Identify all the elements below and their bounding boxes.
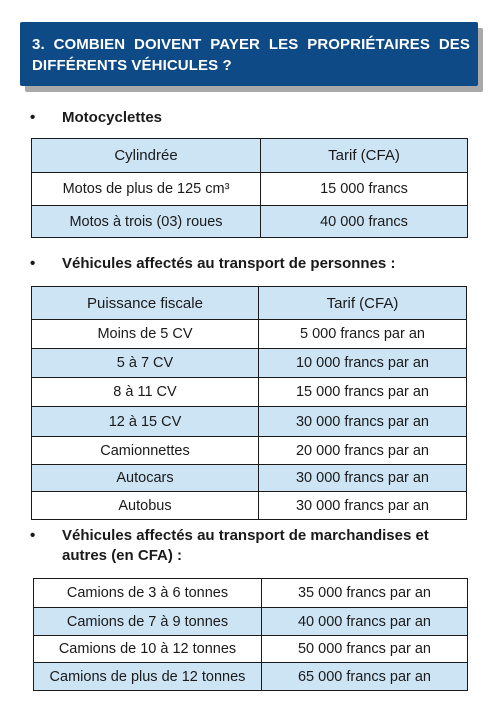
heading-personnes: Véhicules affectés au transport de personnes : — [62, 255, 396, 272]
bullet-icon: • — [30, 527, 36, 544]
column-header: Tarif (CFA) — [261, 139, 468, 173]
table-row — [34, 579, 468, 608]
table-cell: Autobus — [32, 492, 259, 520]
table-marchandises — [33, 578, 468, 691]
table-row — [32, 407, 467, 437]
table-cell: 15 000 francs par an — [259, 378, 467, 407]
table-cell: 10 000 francs par an — [259, 349, 467, 378]
table-row — [34, 608, 468, 636]
table-cell: Camions de 10 à 12 tonnes — [34, 636, 262, 663]
table-row — [32, 173, 468, 206]
table-cell: 5 à 7 CV — [32, 349, 259, 378]
section-title: 3. COMBIEN DOIVENT PAYER LES PROPRIÉTAIRES DES DIFFÉRENTS VÉHICULES ? — [32, 36, 470, 74]
table-cell: 30 000 francs par an — [259, 492, 467, 520]
table-cell: Camions de 3 à 6 tonnes — [34, 579, 262, 608]
bullet-icon: • — [30, 109, 36, 126]
table-row — [34, 636, 468, 663]
table-cell: 30 000 francs par an — [259, 407, 467, 437]
table-header-row — [32, 287, 467, 320]
table-cell: 65 000 francs par an — [262, 663, 468, 691]
column-header: Tarif (CFA) — [259, 287, 467, 320]
table-cell: Camions de plus de 12 tonnes — [34, 663, 262, 691]
heading-motocyclettes: Motocyclettes — [62, 109, 163, 126]
table-row — [34, 663, 468, 691]
table-cell: 8 à 11 CV — [32, 378, 259, 407]
table-cell: 30 000 francs par an — [259, 465, 467, 492]
table-cell: Camions de 7 à 9 tonnes — [34, 608, 262, 636]
table-cell: Moins de 5 CV — [32, 320, 259, 349]
table-row — [32, 206, 468, 238]
table-row — [32, 492, 467, 520]
table-cell: 35 000 francs par an — [262, 579, 468, 608]
table-cell: 5 000 francs par an — [259, 320, 467, 349]
table-cell: 50 000 francs par an — [262, 636, 468, 663]
table-row — [32, 437, 467, 465]
table-row — [32, 349, 467, 378]
table-cell: Motos de plus de 125 cm³ — [32, 173, 261, 206]
table-row — [32, 320, 467, 349]
column-header: Cylindrée — [32, 139, 261, 173]
table-cell: Motos à trois (03) roues — [32, 206, 261, 238]
table-cell: 20 000 francs par an — [259, 437, 467, 465]
table-cell: 40 000 francs — [261, 206, 468, 238]
table-row — [32, 465, 467, 492]
column-header: Puissance fiscale — [32, 287, 259, 320]
table-personnes — [31, 286, 467, 520]
bullet-icon: • — [30, 255, 36, 272]
section-header-banner — [20, 22, 478, 86]
table-motocyclettes — [31, 138, 468, 238]
table-cell: 40 000 francs par an — [262, 608, 468, 636]
table-cell: 12 à 15 CV — [32, 407, 259, 437]
table-header-row — [32, 139, 468, 173]
heading-marchandises: Véhicules affectés au transport de marchandises et autres (en CFA) : — [62, 527, 429, 564]
table-cell: 15 000 francs — [261, 173, 468, 206]
table-row — [32, 378, 467, 407]
table-cell: Camionnettes — [32, 437, 259, 465]
table-cell: Autocars — [32, 465, 259, 492]
